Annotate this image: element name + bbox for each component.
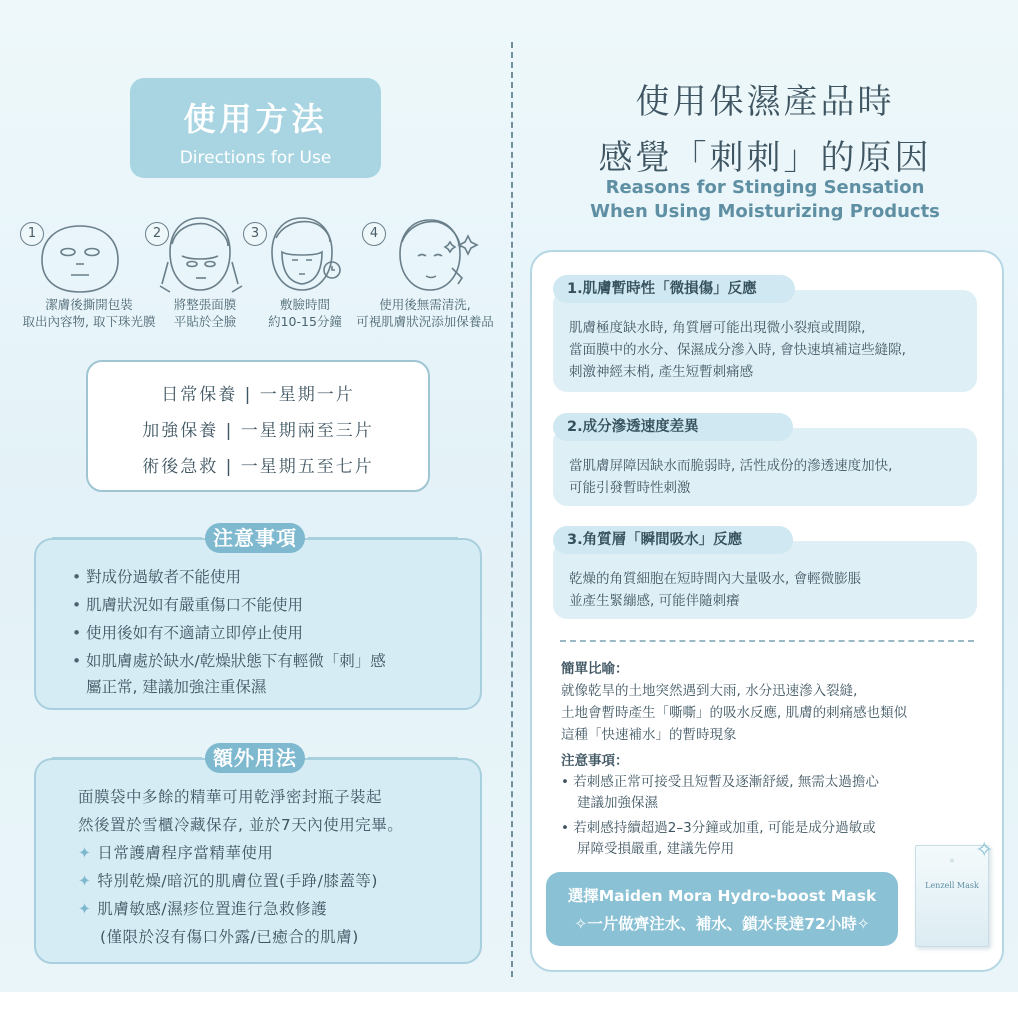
extra-item-3: ✦ 肌膚敏感/濕疹位置進行急救修護 [78, 900, 328, 918]
step-3-caption: 敷臉時間 約10-15分鐘 [268, 297, 342, 329]
step-4-number: 4 [362, 222, 386, 246]
extra-item-2: ✦ 特別乾燥/暗沉的肌膚位置(手踭/膝蓋等) [78, 872, 378, 890]
analogy-heading: 簡單比喻： [561, 661, 629, 677]
section-3-line-2: 並產生緊繃感, 可能伴隨刺癢 [569, 593, 740, 609]
section-1-line-3: 刺激神經末梢, 產生短暫刺痛感 [569, 364, 754, 380]
right-note-1-line-2: 建議加強保濕 [577, 795, 658, 811]
product-banner [546, 872, 898, 946]
right-note-2-line-2: 屏障受損嚴重, 建議先停用 [577, 841, 735, 857]
reasons-subtitle-line-1: Reasons for Stinging Sensation [605, 177, 925, 198]
caution-item-4-cont: 屬正常, 建議加強注重保濕 [86, 678, 267, 696]
directions-title-en: Directions for Use [179, 148, 332, 168]
product-label: Lenzell Mask [925, 881, 979, 890]
section-1-line-1: 肌膚極度缺水時, 角質層可能出現微小裂痕或間隙, [569, 320, 866, 336]
right-note-2-line-1: • 若刺感持續超過2–3分鐘或加重, 可能是成分過敏或 [561, 820, 876, 836]
step-2-number: 2 [145, 222, 169, 246]
section-2-line-2: 可能引發暫時性刺激 [569, 480, 691, 496]
reasons-title-line-2: 感覺「刺刺」的原因 [598, 138, 932, 178]
section-3-line-1: 乾燥的角質細胞在短時間內大量吸水, 會輕微膨脹 [569, 571, 862, 587]
section-1-line-2: 當面膜中的水分、保濕成分滲入時, 會快速填補這些縫隙, [569, 342, 906, 358]
extra-item-1: ✦ 日常護膚程序當精華使用 [78, 844, 274, 862]
reasons-title-line-1: 使用保濕產品時 [635, 82, 895, 122]
caution-item-4: • 如肌膚處於缺水/乾燥狀態下有輕微「刺」感 [72, 652, 386, 670]
extra-note: (僅限於沒有傷口外露/已癒合的肌膚) [100, 928, 359, 946]
section-3-heading: 3.角質層「瞬間吸水」反應 [553, 526, 793, 554]
clean-face-icon [400, 220, 477, 290]
dashed-separator [560, 640, 974, 642]
frequency-box [86, 360, 430, 492]
cautions-label-line-left [52, 537, 202, 539]
section-2-heading: 2.成分滲透速度差異 [553, 413, 793, 441]
section-1-heading: 1.肌膚暫時性「微損傷」反應 [553, 275, 795, 303]
step-1-number: 1 [20, 222, 44, 246]
frequency-post-treatment: 術後急救 | 一星期五至七片 [142, 457, 374, 477]
applying-mask-face-icon [160, 218, 242, 292]
step-2-caption: 將整張面膜 平貼於全臉 [173, 297, 237, 329]
banner-line-1: 選擇Maiden Mora Hydro-boost Mask [567, 887, 877, 905]
reasons-subtitle-line-2: When Using Moisturizing Products [590, 201, 940, 222]
caution-item-2: • 肌膚狀況如有嚴重傷口不能使用 [72, 596, 304, 614]
banner-line-2: ✧一片做齊注水、補水、鎖水長達72小時✧ [574, 915, 870, 933]
frequency-daily: 日常保養 | 一星期一片 [161, 385, 355, 405]
caution-item-3: • 使用後如有不適請立即停止使用 [72, 624, 304, 642]
bottom-margin [0, 992, 1018, 1016]
right-note-1-line-1: • 若刺感正常可接受且短暫及逐漸舒緩, 無需太過擔心 [561, 774, 879, 790]
extra-label-line-left [52, 757, 202, 759]
section-1-body [553, 290, 977, 392]
masked-face-timer-icon [272, 218, 340, 290]
product-logo-icon: ◦ [949, 856, 955, 867]
frequency-intensive: 加強保養 | 一星期兩至三片 [142, 421, 374, 441]
face-mask-sheet-icon [42, 226, 118, 292]
extra-intro-line-2: 然後置於雪櫃冷藏保存, 並於7天內使用完畢。 [78, 816, 404, 834]
section-2-line-1: 當肌膚屏障因缺水而脆弱時, 活性成份的滲透速度加快, [569, 458, 893, 474]
step-4-caption: 使用後無需清洗, 可視肌膚狀況添加保養品 [356, 297, 494, 329]
caution-item-1: • 對成份過敏者不能使用 [72, 568, 242, 586]
extra-intro-line-1: 面膜袋中多餘的精華可用乾淨密封瓶子裝起 [78, 788, 383, 806]
cautions-label: 注意事項 [205, 523, 305, 553]
step-3-number: 3 [243, 222, 267, 246]
steps-illustration [20, 212, 510, 294]
analogy-line-2: 土地會暫時產生「嘶嘶」的吸水反應, 肌膚的刺痛感也類似 [561, 705, 908, 721]
analogy-line-1: 就像乾旱的土地突然遇到大雨, 水分迅速滲入裂縫, [561, 683, 858, 699]
directions-title-box [130, 78, 381, 178]
extra-label-line-right [308, 757, 458, 759]
right-notes-heading: 注意事項： [561, 753, 629, 769]
step-1-caption: 潔膚後撕開包裝 取出內容物, 取下珠光膜 [22, 297, 156, 329]
analogy-line-3: 這種「快速補水」的暫時現象 [561, 727, 737, 743]
sparkle-icon: ✧ [975, 838, 994, 863]
extra-use-label: 額外用法 [205, 743, 305, 773]
directions-title-zh: 使用方法 [183, 100, 328, 138]
cautions-label-line-right [308, 537, 458, 539]
